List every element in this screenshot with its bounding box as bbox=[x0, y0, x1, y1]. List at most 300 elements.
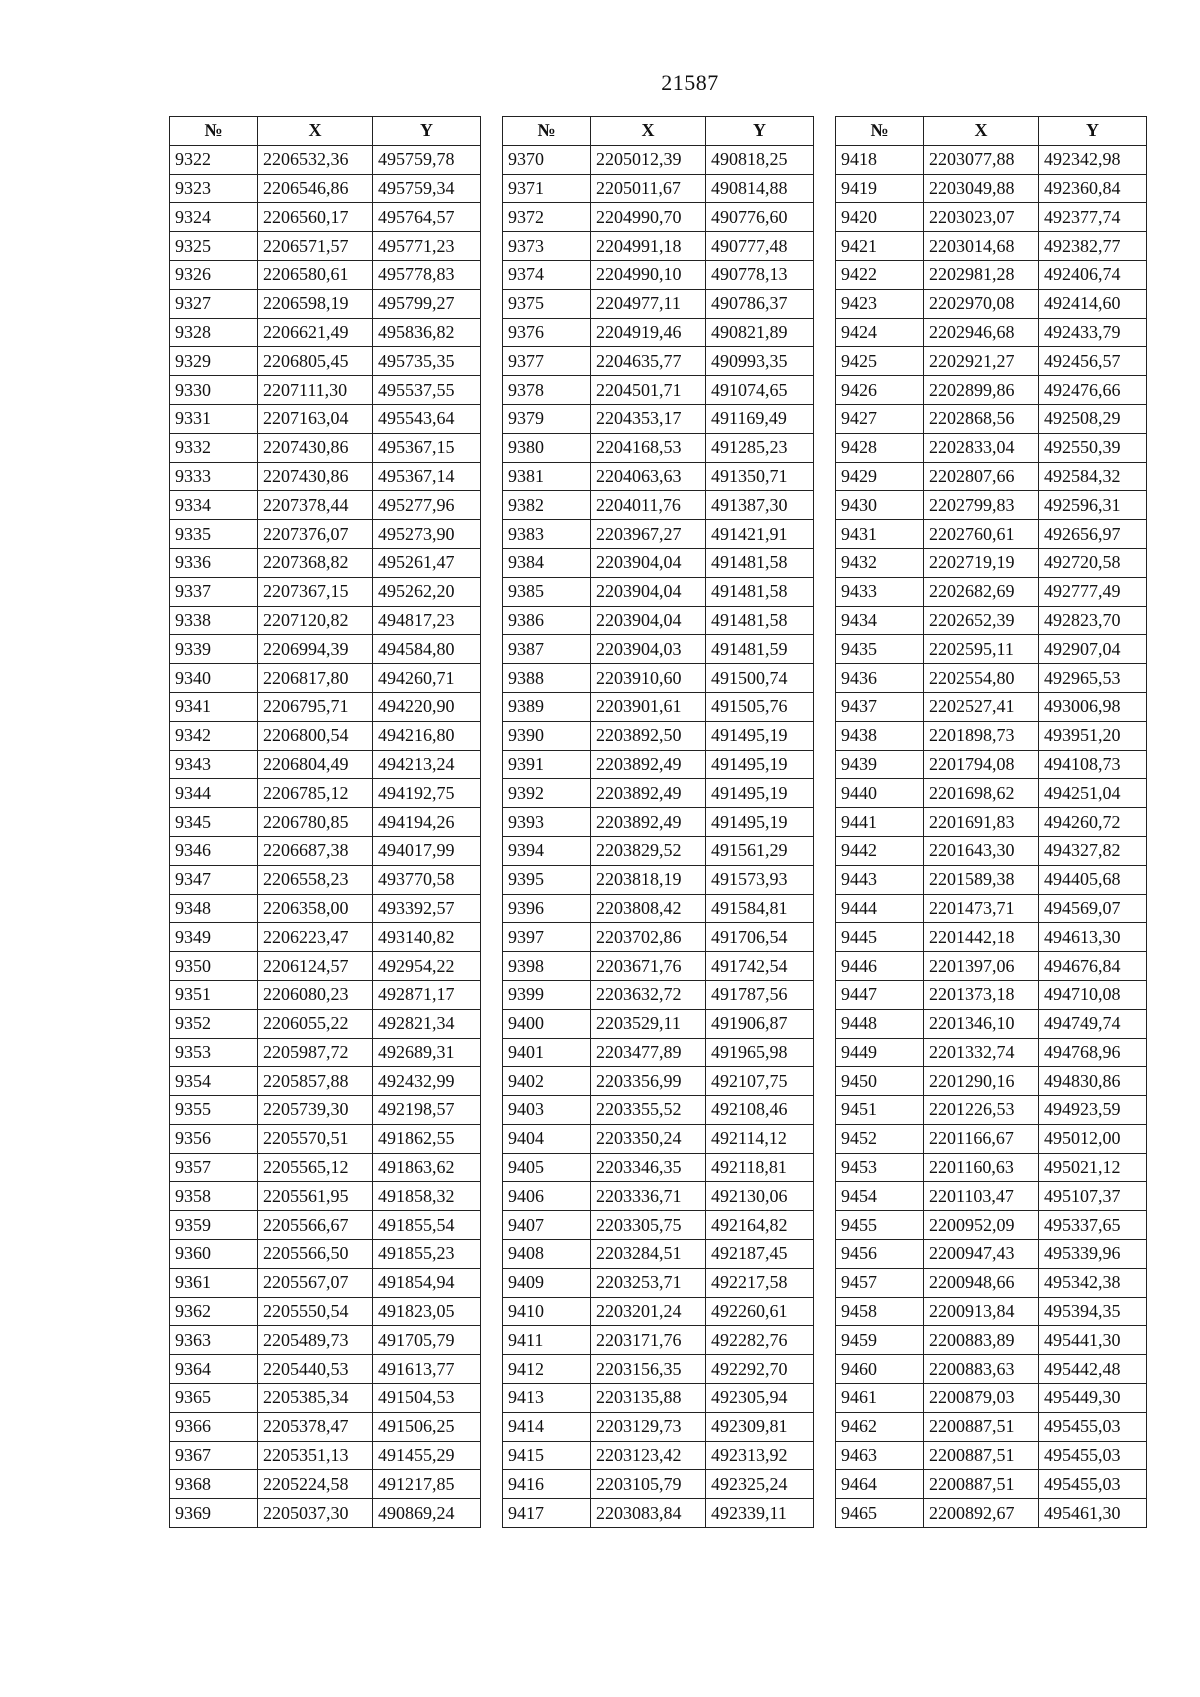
y-coordinate-cell: 492823,70 bbox=[1039, 606, 1147, 635]
table-row bbox=[170, 404, 481, 433]
y-coordinate-cell: 492313,92 bbox=[706, 1441, 814, 1470]
x-coordinate-cell: 2206124,57 bbox=[258, 952, 373, 981]
y-coordinate-cell: 494584,80 bbox=[373, 635, 481, 664]
table-row bbox=[836, 1499, 1147, 1528]
x-coordinate-cell: 2203336,71 bbox=[591, 1182, 706, 1211]
table-row bbox=[170, 692, 481, 721]
x-coordinate-cell: 2204990,70 bbox=[591, 203, 706, 232]
y-coordinate-cell: 494213,24 bbox=[373, 750, 481, 779]
y-coordinate-cell: 492596,31 bbox=[1039, 491, 1147, 520]
table-row bbox=[836, 462, 1147, 491]
point-number-cell: 9332 bbox=[170, 433, 258, 462]
point-number-cell: 9409 bbox=[503, 1268, 591, 1297]
point-number-cell: 9407 bbox=[503, 1211, 591, 1240]
y-coordinate-cell: 491613,77 bbox=[373, 1355, 481, 1384]
x-coordinate-cell: 2201397,06 bbox=[924, 952, 1039, 981]
table-row bbox=[503, 491, 814, 520]
y-coordinate-cell: 491965,98 bbox=[706, 1038, 814, 1067]
point-number-cell: 9397 bbox=[503, 923, 591, 952]
point-number-cell: 9427 bbox=[836, 404, 924, 433]
point-number-cell: 9456 bbox=[836, 1240, 924, 1269]
y-coordinate-cell: 490993,35 bbox=[706, 347, 814, 376]
point-number-cell: 9368 bbox=[170, 1470, 258, 1499]
x-coordinate-cell: 2203904,04 bbox=[591, 606, 706, 635]
y-coordinate-cell: 491481,58 bbox=[706, 577, 814, 606]
point-number-cell: 9446 bbox=[836, 952, 924, 981]
y-coordinate-cell: 494251,04 bbox=[1039, 779, 1147, 808]
table-row bbox=[170, 664, 481, 693]
point-number-cell: 9342 bbox=[170, 721, 258, 750]
point-number-cell: 9465 bbox=[836, 1499, 924, 1528]
x-coordinate-cell: 2203284,51 bbox=[591, 1240, 706, 1269]
x-coordinate-cell: 2203901,61 bbox=[591, 692, 706, 721]
x-coordinate-cell: 2201794,08 bbox=[924, 750, 1039, 779]
point-number-cell: 9374 bbox=[503, 260, 591, 289]
point-number-cell: 9370 bbox=[503, 145, 591, 174]
point-number-cell: 9387 bbox=[503, 635, 591, 664]
table-row bbox=[170, 1470, 481, 1499]
page-number: 21587 bbox=[661, 70, 719, 95]
x-coordinate-cell: 2201166,67 bbox=[924, 1124, 1039, 1153]
y-coordinate-cell: 494830,86 bbox=[1039, 1067, 1147, 1096]
y-coordinate-cell: 491858,32 bbox=[373, 1182, 481, 1211]
y-coordinate-cell: 493951,20 bbox=[1039, 721, 1147, 750]
table-row bbox=[170, 548, 481, 577]
y-coordinate-cell: 492954,22 bbox=[373, 952, 481, 981]
y-coordinate-cell: 492871,17 bbox=[373, 980, 481, 1009]
table-row bbox=[836, 318, 1147, 347]
point-number-cell: 9382 bbox=[503, 491, 591, 520]
x-coordinate-cell: 2204063,63 bbox=[591, 462, 706, 491]
point-number-cell: 9460 bbox=[836, 1355, 924, 1384]
table-row bbox=[170, 1096, 481, 1125]
point-number-cell: 9464 bbox=[836, 1470, 924, 1499]
table-row bbox=[836, 721, 1147, 750]
x-coordinate-cell: 2203014,68 bbox=[924, 232, 1039, 261]
y-coordinate-cell: 492292,70 bbox=[706, 1355, 814, 1384]
y-coordinate-cell: 491504,53 bbox=[373, 1384, 481, 1413]
table-row bbox=[503, 347, 814, 376]
table-row bbox=[503, 1009, 814, 1038]
table-row bbox=[170, 1499, 481, 1528]
x-coordinate-cell: 2202719,19 bbox=[924, 548, 1039, 577]
point-number-cell: 9389 bbox=[503, 692, 591, 721]
x-coordinate-cell: 2207367,15 bbox=[258, 577, 373, 606]
table-row bbox=[170, 1412, 481, 1441]
x-coordinate-cell: 2202868,56 bbox=[924, 404, 1039, 433]
table-row bbox=[503, 923, 814, 952]
point-number-cell: 9424 bbox=[836, 318, 924, 347]
y-coordinate-cell: 490778,13 bbox=[706, 260, 814, 289]
table-row bbox=[836, 865, 1147, 894]
y-coordinate-cell: 495455,03 bbox=[1039, 1470, 1147, 1499]
table-body bbox=[503, 145, 814, 1527]
point-number-cell: 9461 bbox=[836, 1384, 924, 1413]
x-coordinate-cell: 2203904,04 bbox=[591, 577, 706, 606]
x-coordinate-cell: 2205565,12 bbox=[258, 1153, 373, 1182]
x-coordinate-cell: 2203105,79 bbox=[591, 1470, 706, 1499]
y-coordinate-cell: 494768,96 bbox=[1039, 1038, 1147, 1067]
x-coordinate-cell: 2207430,86 bbox=[258, 462, 373, 491]
x-coordinate-cell: 2203910,60 bbox=[591, 664, 706, 693]
y-coordinate-cell: 494405,68 bbox=[1039, 865, 1147, 894]
x-coordinate-cell: 2206571,57 bbox=[258, 232, 373, 261]
point-number-cell: 9344 bbox=[170, 779, 258, 808]
y-coordinate-cell: 492325,24 bbox=[706, 1470, 814, 1499]
x-coordinate-cell: 2204919,46 bbox=[591, 318, 706, 347]
y-coordinate-cell: 494327,82 bbox=[1039, 836, 1147, 865]
point-number-cell: 9326 bbox=[170, 260, 258, 289]
point-number-cell: 9341 bbox=[170, 692, 258, 721]
x-coordinate-cell: 2202799,83 bbox=[924, 491, 1039, 520]
point-number-cell: 9327 bbox=[170, 289, 258, 318]
y-coordinate-cell: 492382,77 bbox=[1039, 232, 1147, 261]
table-row bbox=[503, 750, 814, 779]
point-number-cell: 9385 bbox=[503, 577, 591, 606]
x-coordinate-cell: 2207163,04 bbox=[258, 404, 373, 433]
table-header-row bbox=[170, 117, 481, 146]
x-coordinate-cell: 2203477,89 bbox=[591, 1038, 706, 1067]
x-coordinate-cell: 2201160,63 bbox=[924, 1153, 1039, 1182]
x-coordinate-cell: 2204168,53 bbox=[591, 433, 706, 462]
point-number-cell: 9331 bbox=[170, 404, 258, 433]
table-row bbox=[170, 1268, 481, 1297]
table-row bbox=[503, 404, 814, 433]
x-coordinate-cell: 2204635,77 bbox=[591, 347, 706, 376]
table-row bbox=[503, 1470, 814, 1499]
point-number-cell: 9373 bbox=[503, 232, 591, 261]
point-number-cell: 9416 bbox=[503, 1470, 591, 1499]
x-coordinate-cell: 2203305,75 bbox=[591, 1211, 706, 1240]
y-coordinate-cell: 490776,60 bbox=[706, 203, 814, 232]
x-coordinate-cell: 2203529,11 bbox=[591, 1009, 706, 1038]
y-coordinate-cell: 492656,97 bbox=[1039, 520, 1147, 549]
col-header-y: Y bbox=[1039, 117, 1147, 146]
y-coordinate-cell: 491495,19 bbox=[706, 808, 814, 837]
point-number-cell: 9463 bbox=[836, 1441, 924, 1470]
x-coordinate-cell: 2203892,50 bbox=[591, 721, 706, 750]
y-coordinate-cell: 492584,32 bbox=[1039, 462, 1147, 491]
table-row bbox=[503, 894, 814, 923]
y-coordinate-cell: 491855,23 bbox=[373, 1240, 481, 1269]
y-coordinate-cell: 491584,81 bbox=[706, 894, 814, 923]
point-number-cell: 9347 bbox=[170, 865, 258, 894]
point-number-cell: 9372 bbox=[503, 203, 591, 232]
table-row bbox=[170, 1355, 481, 1384]
x-coordinate-cell: 2206080,23 bbox=[258, 980, 373, 1009]
point-number-cell: 9391 bbox=[503, 750, 591, 779]
point-number-cell: 9417 bbox=[503, 1499, 591, 1528]
point-number-cell: 9403 bbox=[503, 1096, 591, 1125]
point-number-cell: 9414 bbox=[503, 1412, 591, 1441]
point-number-cell: 9365 bbox=[170, 1384, 258, 1413]
x-coordinate-cell: 2204501,71 bbox=[591, 376, 706, 405]
table-row bbox=[170, 1182, 481, 1211]
point-number-cell: 9386 bbox=[503, 606, 591, 635]
y-coordinate-cell: 491169,49 bbox=[706, 404, 814, 433]
point-number-cell: 9443 bbox=[836, 865, 924, 894]
x-coordinate-cell: 2205567,07 bbox=[258, 1268, 373, 1297]
x-coordinate-cell: 2203156,35 bbox=[591, 1355, 706, 1384]
y-coordinate-cell: 495367,15 bbox=[373, 433, 481, 462]
y-coordinate-cell: 495836,82 bbox=[373, 318, 481, 347]
point-number-cell: 9450 bbox=[836, 1067, 924, 1096]
table-row bbox=[170, 1240, 481, 1269]
x-coordinate-cell: 2202682,69 bbox=[924, 577, 1039, 606]
y-coordinate-cell: 491505,76 bbox=[706, 692, 814, 721]
table-row bbox=[503, 145, 814, 174]
y-coordinate-cell: 494569,07 bbox=[1039, 894, 1147, 923]
point-number-cell: 9343 bbox=[170, 750, 258, 779]
y-coordinate-cell: 491855,54 bbox=[373, 1211, 481, 1240]
x-coordinate-cell: 2203129,73 bbox=[591, 1412, 706, 1441]
table-row bbox=[170, 433, 481, 462]
y-coordinate-cell: 493392,57 bbox=[373, 894, 481, 923]
y-coordinate-cell: 492432,99 bbox=[373, 1067, 481, 1096]
y-coordinate-cell: 494817,23 bbox=[373, 606, 481, 635]
point-number-cell: 9410 bbox=[503, 1297, 591, 1326]
point-number-cell: 9394 bbox=[503, 836, 591, 865]
y-coordinate-cell: 494613,30 bbox=[1039, 923, 1147, 952]
table-row bbox=[503, 1499, 814, 1528]
y-coordinate-cell: 491495,19 bbox=[706, 779, 814, 808]
table-row bbox=[170, 376, 481, 405]
table-row bbox=[503, 1153, 814, 1182]
y-coordinate-cell: 492339,11 bbox=[706, 1499, 814, 1528]
table-body bbox=[836, 145, 1147, 1527]
table-row bbox=[836, 203, 1147, 232]
x-coordinate-cell: 2206795,71 bbox=[258, 692, 373, 721]
x-coordinate-cell: 2203171,76 bbox=[591, 1326, 706, 1355]
y-coordinate-cell: 495012,00 bbox=[1039, 1124, 1147, 1153]
y-coordinate-cell: 492508,29 bbox=[1039, 404, 1147, 433]
table-row bbox=[836, 836, 1147, 865]
point-number-cell: 9449 bbox=[836, 1038, 924, 1067]
point-number-cell: 9396 bbox=[503, 894, 591, 923]
table-row bbox=[170, 779, 481, 808]
y-coordinate-cell: 492108,46 bbox=[706, 1096, 814, 1125]
table-row bbox=[836, 1240, 1147, 1269]
point-number-cell: 9415 bbox=[503, 1441, 591, 1470]
table-row bbox=[836, 232, 1147, 261]
table-row bbox=[836, 1038, 1147, 1067]
point-number-cell: 9428 bbox=[836, 433, 924, 462]
y-coordinate-cell: 494194,26 bbox=[373, 808, 481, 837]
table-row bbox=[836, 952, 1147, 981]
table-row bbox=[170, 923, 481, 952]
y-coordinate-cell: 495759,34 bbox=[373, 174, 481, 203]
x-coordinate-cell: 2201643,30 bbox=[924, 836, 1039, 865]
x-coordinate-cell: 2207430,86 bbox=[258, 433, 373, 462]
y-coordinate-cell: 495273,90 bbox=[373, 520, 481, 549]
y-coordinate-cell: 492377,74 bbox=[1039, 203, 1147, 232]
point-number-cell: 9363 bbox=[170, 1326, 258, 1355]
coordinates-table-2 bbox=[502, 116, 814, 1528]
point-number-cell: 9439 bbox=[836, 750, 924, 779]
point-number-cell: 9440 bbox=[836, 779, 924, 808]
y-coordinate-cell: 492433,79 bbox=[1039, 318, 1147, 347]
x-coordinate-cell: 2203892,49 bbox=[591, 750, 706, 779]
point-number-cell: 9359 bbox=[170, 1211, 258, 1240]
table-row bbox=[170, 260, 481, 289]
point-number-cell: 9393 bbox=[503, 808, 591, 837]
table-row bbox=[503, 1412, 814, 1441]
point-number-cell: 9323 bbox=[170, 174, 258, 203]
x-coordinate-cell: 2207120,82 bbox=[258, 606, 373, 635]
point-number-cell: 9351 bbox=[170, 980, 258, 1009]
x-coordinate-cell: 2205987,72 bbox=[258, 1038, 373, 1067]
y-coordinate-cell: 495759,78 bbox=[373, 145, 481, 174]
table-row bbox=[836, 635, 1147, 664]
point-number-cell: 9423 bbox=[836, 289, 924, 318]
x-coordinate-cell: 2206817,80 bbox=[258, 664, 373, 693]
table-row bbox=[503, 1355, 814, 1384]
y-coordinate-cell: 492476,66 bbox=[1039, 376, 1147, 405]
point-number-cell: 9401 bbox=[503, 1038, 591, 1067]
x-coordinate-cell: 2203892,49 bbox=[591, 808, 706, 837]
point-number-cell: 9459 bbox=[836, 1326, 924, 1355]
x-coordinate-cell: 2205566,67 bbox=[258, 1211, 373, 1240]
point-number-cell: 9412 bbox=[503, 1355, 591, 1384]
table-row bbox=[503, 808, 814, 837]
x-coordinate-cell: 2205351,13 bbox=[258, 1441, 373, 1470]
table-row bbox=[836, 779, 1147, 808]
x-coordinate-cell: 2200913,84 bbox=[924, 1297, 1039, 1326]
point-number-cell: 9334 bbox=[170, 491, 258, 520]
table-row bbox=[836, 894, 1147, 923]
point-number-cell: 9367 bbox=[170, 1441, 258, 1470]
col-header-y: Y bbox=[373, 117, 481, 146]
y-coordinate-cell: 491481,58 bbox=[706, 548, 814, 577]
table-row bbox=[836, 1268, 1147, 1297]
y-coordinate-cell: 492456,57 bbox=[1039, 347, 1147, 376]
table-row bbox=[836, 808, 1147, 837]
x-coordinate-cell: 2200952,09 bbox=[924, 1211, 1039, 1240]
point-number-cell: 9413 bbox=[503, 1384, 591, 1413]
table-row bbox=[170, 1297, 481, 1326]
point-number-cell: 9371 bbox=[503, 174, 591, 203]
y-coordinate-cell: 490818,25 bbox=[706, 145, 814, 174]
point-number-cell: 9444 bbox=[836, 894, 924, 923]
point-number-cell: 9398 bbox=[503, 952, 591, 981]
y-coordinate-cell: 492107,75 bbox=[706, 1067, 814, 1096]
table-row bbox=[836, 664, 1147, 693]
x-coordinate-cell: 2207111,30 bbox=[258, 376, 373, 405]
table-row bbox=[503, 289, 814, 318]
point-number-cell: 9355 bbox=[170, 1096, 258, 1125]
point-number-cell: 9454 bbox=[836, 1182, 924, 1211]
y-coordinate-cell: 495449,30 bbox=[1039, 1384, 1147, 1413]
table-row bbox=[836, 606, 1147, 635]
y-coordinate-cell: 495394,35 bbox=[1039, 1297, 1147, 1326]
table-row bbox=[836, 289, 1147, 318]
x-coordinate-cell: 2203083,84 bbox=[591, 1499, 706, 1528]
table-row bbox=[170, 836, 481, 865]
y-coordinate-cell: 495277,96 bbox=[373, 491, 481, 520]
point-number-cell: 9405 bbox=[503, 1153, 591, 1182]
x-coordinate-cell: 2203077,88 bbox=[924, 145, 1039, 174]
x-coordinate-cell: 2201589,38 bbox=[924, 865, 1039, 894]
x-coordinate-cell: 2206598,19 bbox=[258, 289, 373, 318]
x-coordinate-cell: 2205857,88 bbox=[258, 1067, 373, 1096]
y-coordinate-cell: 495455,03 bbox=[1039, 1412, 1147, 1441]
table-row bbox=[503, 635, 814, 664]
x-coordinate-cell: 2201290,16 bbox=[924, 1067, 1039, 1096]
x-coordinate-cell: 2205440,53 bbox=[258, 1355, 373, 1384]
x-coordinate-cell: 2203904,03 bbox=[591, 635, 706, 664]
y-coordinate-cell: 494260,72 bbox=[1039, 808, 1147, 837]
table-row bbox=[170, 1441, 481, 1470]
y-coordinate-cell: 491906,87 bbox=[706, 1009, 814, 1038]
x-coordinate-cell: 2203818,19 bbox=[591, 865, 706, 894]
y-coordinate-cell: 494710,08 bbox=[1039, 980, 1147, 1009]
y-coordinate-cell: 495342,38 bbox=[1039, 1268, 1147, 1297]
y-coordinate-cell: 495799,27 bbox=[373, 289, 481, 318]
point-number-cell: 9337 bbox=[170, 577, 258, 606]
x-coordinate-cell: 2205224,58 bbox=[258, 1470, 373, 1499]
table-row bbox=[503, 577, 814, 606]
y-coordinate-cell: 495461,30 bbox=[1039, 1499, 1147, 1528]
x-coordinate-cell: 2207368,82 bbox=[258, 548, 373, 577]
y-coordinate-cell: 492689,31 bbox=[373, 1038, 481, 1067]
point-number-cell: 9330 bbox=[170, 376, 258, 405]
point-number-cell: 9333 bbox=[170, 462, 258, 491]
point-number-cell: 9402 bbox=[503, 1067, 591, 1096]
y-coordinate-cell: 491074,65 bbox=[706, 376, 814, 405]
y-coordinate-cell: 495455,03 bbox=[1039, 1441, 1147, 1470]
point-number-cell: 9452 bbox=[836, 1124, 924, 1153]
x-coordinate-cell: 2202946,68 bbox=[924, 318, 1039, 347]
y-coordinate-cell: 492309,81 bbox=[706, 1412, 814, 1441]
x-coordinate-cell: 2203253,71 bbox=[591, 1268, 706, 1297]
y-coordinate-cell: 495543,64 bbox=[373, 404, 481, 433]
x-coordinate-cell: 2201442,18 bbox=[924, 923, 1039, 952]
table-row bbox=[836, 750, 1147, 779]
table-row bbox=[170, 635, 481, 664]
point-number-cell: 9384 bbox=[503, 548, 591, 577]
table-row bbox=[170, 491, 481, 520]
table-row bbox=[503, 318, 814, 347]
table-row bbox=[170, 520, 481, 549]
x-coordinate-cell: 2202921,27 bbox=[924, 347, 1039, 376]
x-coordinate-cell: 2207378,44 bbox=[258, 491, 373, 520]
x-coordinate-cell: 2205566,50 bbox=[258, 1240, 373, 1269]
point-number-cell: 9388 bbox=[503, 664, 591, 693]
table-row bbox=[503, 1441, 814, 1470]
y-coordinate-cell: 491350,71 bbox=[706, 462, 814, 491]
point-number-cell: 9445 bbox=[836, 923, 924, 952]
y-coordinate-cell: 491455,29 bbox=[373, 1441, 481, 1470]
x-coordinate-cell: 2201698,62 bbox=[924, 779, 1039, 808]
table-row bbox=[170, 232, 481, 261]
y-coordinate-cell: 491421,91 bbox=[706, 520, 814, 549]
point-number-cell: 9448 bbox=[836, 1009, 924, 1038]
y-coordinate-cell: 491863,62 bbox=[373, 1153, 481, 1182]
point-number-cell: 9376 bbox=[503, 318, 591, 347]
y-coordinate-cell: 495261,47 bbox=[373, 548, 481, 577]
x-coordinate-cell: 2206994,39 bbox=[258, 635, 373, 664]
table-row bbox=[170, 750, 481, 779]
point-number-cell: 9399 bbox=[503, 980, 591, 1009]
y-coordinate-cell: 490814,88 bbox=[706, 174, 814, 203]
y-coordinate-cell: 491706,54 bbox=[706, 923, 814, 952]
point-number-cell: 9383 bbox=[503, 520, 591, 549]
point-number-cell: 9379 bbox=[503, 404, 591, 433]
y-coordinate-cell: 490869,24 bbox=[373, 1499, 481, 1528]
table-row bbox=[170, 289, 481, 318]
x-coordinate-cell: 2206687,38 bbox=[258, 836, 373, 865]
coordinates-table-3 bbox=[835, 116, 1147, 1528]
